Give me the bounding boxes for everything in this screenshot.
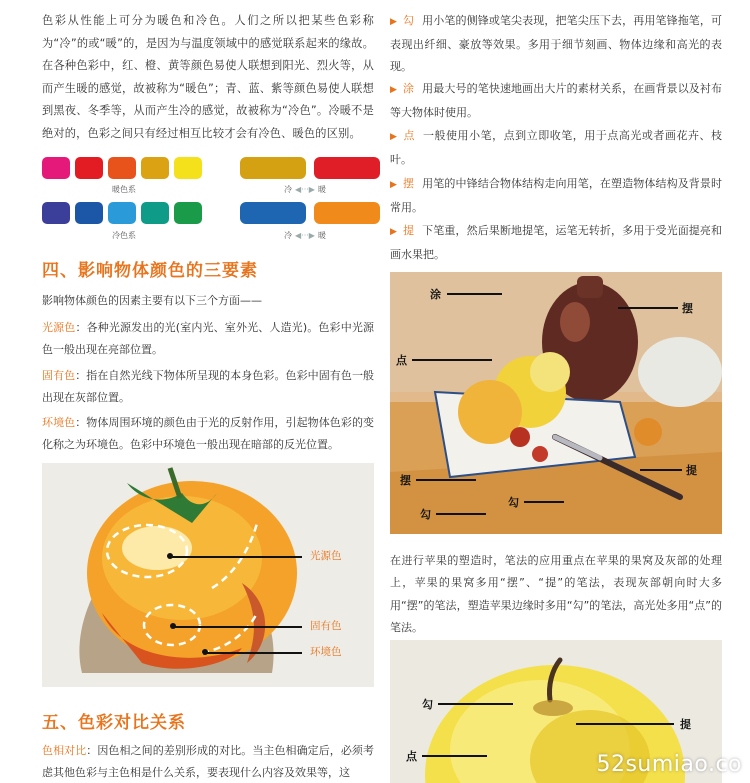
intro-paragraph: 色彩从性能上可分为暖色和冷色。人们之所以把某些色彩称为“冷”的或“暖”的，是因为与温度领域中的感觉联系起来的缘故。在各种色彩中，红、橙、黄等颜色易使人联想到阳光、烈火等，从而产生暖的感觉，故被称为“暖色”；青、蓝、紫等颜色易使人联想到黑夜、冬季等，从而产生冷的感觉，故被称为“冷色”。冷暖不是绝对的，色彩之间只有经过相互比较才会有冷色、暖色的区别。: [42, 14, 374, 140]
warm-word: 暖: [317, 185, 326, 194]
compare-bottom-row: [240, 202, 380, 224]
compare-swatch: [240, 157, 306, 179]
definition-inherent: [42, 365, 374, 409]
triangle-icon: ▶: [390, 85, 398, 95]
keyword: 提: [403, 224, 415, 237]
label-arrow: [447, 293, 502, 295]
double-arrow-icon: ◀···▶: [295, 231, 315, 240]
definition-text: ：物体周围环境的颜色由于光的反射作用，引起物体色彩的变化称之为环境色。色彩中环境色一般出现在暗部的反光位置。: [42, 416, 375, 451]
compare-top-row: [240, 157, 380, 179]
cool-swatch: [75, 202, 103, 224]
definition-environment: [42, 412, 374, 456]
callout-environment: 环境色: [310, 646, 342, 658]
bullet-tu: [390, 78, 722, 124]
cool-swatch: [174, 202, 202, 224]
callout-inherent: 固有色: [310, 620, 342, 632]
label-arrow: [416, 479, 476, 481]
bullet-ti: [390, 220, 722, 266]
definition-hue-contrast: [42, 740, 374, 783]
bullet-bai: [390, 173, 722, 219]
label-arrow: [640, 469, 682, 471]
apple-paragraph: 在进行苹果的塑造时，笔法的应用重点在苹果的果窝及灰部的处理上，苹果的果窝多用“摆”、“提”的笔法，表现灰部朝向时大多用“摆”的笔法，塑造苹果边缘时多用“勾”的笔法，高光处多用“点”的笔法。: [390, 554, 722, 635]
compare-swatch: [240, 202, 306, 224]
bullet-text: 一般使用小笔，点到立即收笔，用于点高光或者画花卉、枝叶。: [390, 129, 723, 166]
label-arrow: [438, 703, 513, 705]
compare-bottom-label: [284, 230, 326, 241]
apple-label-dian: 点: [406, 750, 417, 763]
bullet-gou: [390, 10, 722, 79]
warm-swatch: [42, 157, 70, 179]
definition-text: ：各种光源发出的光(室内光、室外光、人造光)。色彩中光源色一般出现在亮部位置。: [42, 321, 374, 356]
triangle-icon: ▶: [390, 132, 398, 142]
section4-intro: 影响物体颜色的因素主要有以下三个方面——: [42, 294, 262, 307]
label-arrow: [436, 513, 486, 515]
keyword: 涂: [403, 82, 415, 95]
orange-painting: [42, 463, 374, 687]
cold-word: 冷: [284, 185, 292, 194]
label-arrow: [524, 501, 564, 503]
keyword: 勾: [403, 14, 415, 27]
cold-word: 冷: [284, 231, 292, 240]
triangle-icon: ▶: [390, 227, 398, 237]
cool-swatch: [141, 202, 169, 224]
still-label-ti: 提: [686, 464, 697, 477]
warm-swatch: [174, 157, 202, 179]
callout-light-source: 光源色: [310, 550, 342, 562]
triangle-icon: ▶: [390, 17, 398, 27]
still-life-painting: [390, 272, 722, 534]
still-label-gou-2: 勾: [420, 508, 431, 521]
label-arrow: [412, 359, 492, 361]
double-arrow-icon: ◀···▶: [295, 185, 315, 194]
watermark: 52sumiao.co: [596, 752, 742, 777]
compare-top-label: [284, 184, 326, 195]
warm-swatch-row: [42, 157, 202, 179]
still-label-bai-2: 摆: [400, 474, 411, 487]
bullet-text: 下笔重，然后果断地提笔，运笔无转折，多用于受光面提亮和画水果把。: [390, 224, 723, 261]
term-light-source: 光源色: [42, 321, 76, 334]
term-hue-contrast: 色相对比: [42, 744, 87, 757]
compare-swatch: [314, 202, 380, 224]
cool-swatch: [108, 202, 136, 224]
bullet-dian: [390, 125, 722, 171]
term-inherent: 固有色: [42, 369, 76, 382]
warm-swatch: [75, 157, 103, 179]
warm-label: 暖色系: [112, 185, 136, 194]
keyword: 摆: [403, 177, 415, 190]
cool-swatch: [42, 202, 70, 224]
compare-swatch: [314, 157, 380, 179]
callout-line: [172, 556, 302, 558]
section5-title: 五、色彩对比关系: [42, 713, 186, 733]
still-life-illustration: [390, 272, 722, 534]
apple-label-ti: 提: [680, 718, 691, 731]
bullet-text: 用笔的中锋结合物体结构走向用笔，在塑造物体结构及背景时常用。: [390, 177, 723, 214]
callout-line: [175, 626, 302, 628]
term-environment: 环境色: [42, 416, 76, 429]
section4-title: 四、影响物体颜色的三要素: [42, 261, 258, 281]
label-arrow: [618, 307, 678, 309]
still-label-dian: 点: [396, 354, 407, 367]
still-label-gou: 勾: [508, 496, 519, 509]
definition-text: ：指在自然光线下物体所呈现的本身色彩。色彩中固有色一般出现在灰部位置。: [42, 369, 375, 404]
warm-word: 暖: [317, 231, 326, 240]
bullet-text: 用最大号的笔快速地画出大片的素材关系，在画背景以及衬布等大物体时使用。: [390, 82, 723, 119]
label-arrow: [576, 723, 674, 725]
cool-swatch-row: [42, 202, 202, 224]
cool-label: 冷色系: [112, 231, 136, 240]
warm-swatch: [141, 157, 169, 179]
label-arrow: [422, 755, 487, 757]
still-label-bai: 摆: [682, 302, 693, 315]
bullet-text: 用小笔的侧锋或笔尖表现，把笔尖压下去，再用笔锋拖笔，可表现出纤细、豪放等效果。多用于细节刻画、物体边缘和高光的表现。: [390, 14, 723, 73]
definition-light-source: [42, 317, 374, 361]
still-label-tu: 涂: [430, 288, 441, 301]
triangle-icon: ▶: [390, 180, 398, 190]
warm-swatch: [108, 157, 136, 179]
keyword: 点: [403, 129, 415, 142]
callout-line: [207, 652, 302, 654]
apple-label-gou: 勾: [422, 698, 433, 711]
definition-text: ：因色相之间的差别形成的对比。当主色相确定后，必须考虑其他色彩与主色相是什么关系，要表现什么内容及效果等，这: [42, 744, 375, 779]
